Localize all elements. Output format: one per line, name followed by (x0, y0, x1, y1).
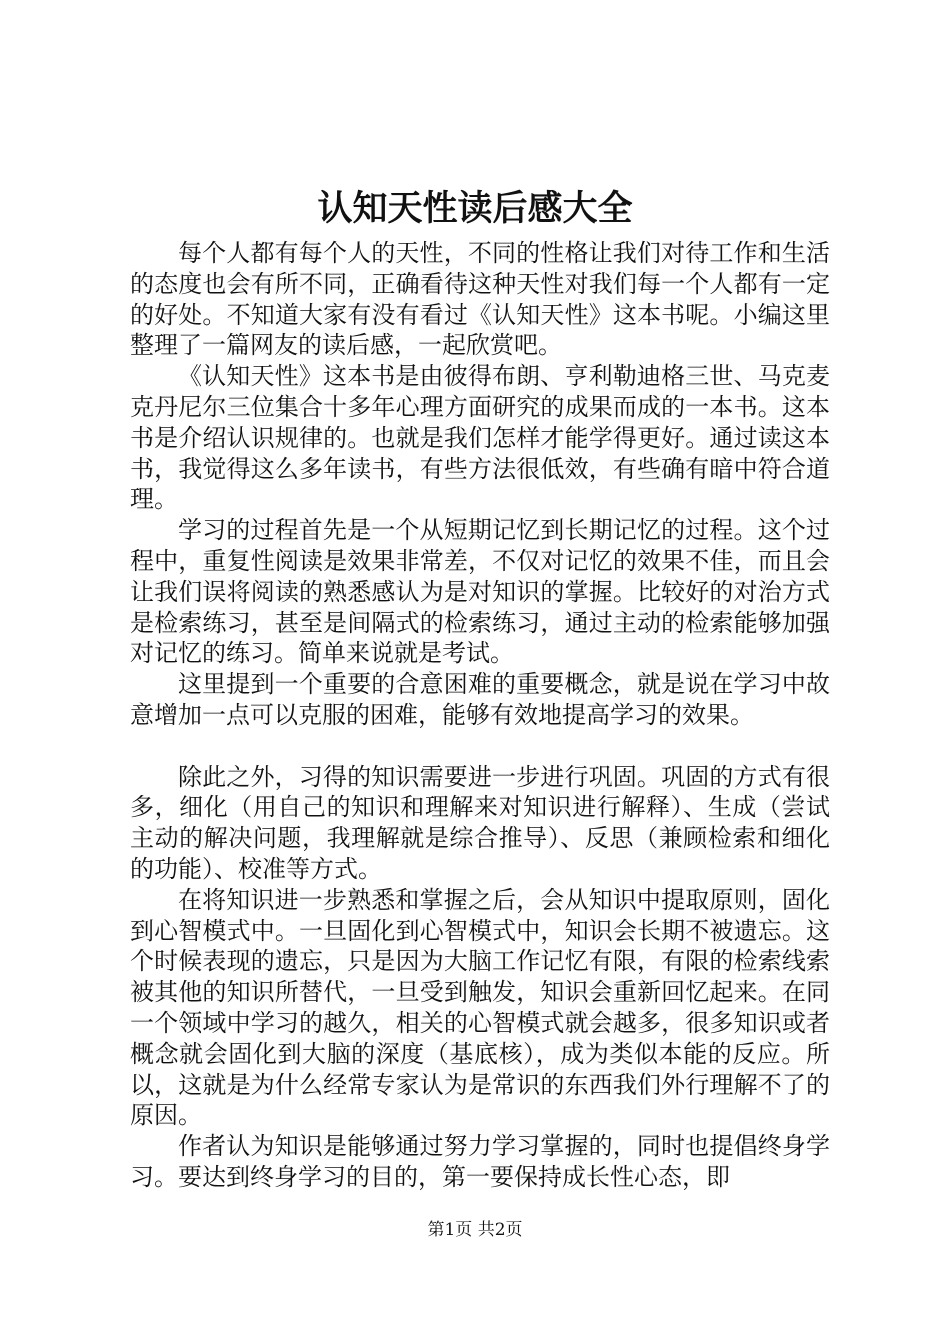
paragraph-desirable-difficulty: 这里提到一个重要的合意困难的重要概念，就是说在学习中故意增加一点可以克服的困难，能够有效地提高学习的效果。 (130, 670, 830, 729)
document-body (130, 238, 830, 1193)
paragraph-book-intro: 《认知天性》这本书是由彼得布朗、亨利勒迪格三世、马克麦克丹尼尔三位集合十多年心理方面研究的成果而成的一本书。这本书是介绍认识规律的。也就是我们怎样才能学得更好。通过读这本书，我觉得这么多年读书，有些方法很低效，有些确有暗中符合道理。 (130, 362, 830, 514)
page-number-footer: 第1页 共2页 (427, 1220, 523, 1240)
paragraph-gap (130, 731, 830, 762)
paragraph-consolidation: 除此之外，习得的知识需要进一步进行巩固。巩固的方式有很多，细化（用自己的知识和理解来对知识进行解释）、生成（尝试主动的解决问题，我理解就是综合推导）、反思（兼顾检索和细化的功能）、校准等方式。 (130, 762, 830, 883)
paragraph-mental-models: 在将知识进一步熟悉和掌握之后，会从知识中提取原则，固化到心智模式中。一旦固化到心智模式中，知识会长期不被遗忘。这个时候表现的遗忘，只是因为大脑工作记忆有限，有限的检索线索被其他的知识所替代，一旦受到触发，知识会重新回忆起来。在同一个领域中学习的越久，相关的心智模式就会越多，很多知识或者概念就会固化到大脑的深度（基底核），成为类似本能的反应。所以，这就是为什么经常专家认为是常识的东西我们外行理解不了的原因。 (130, 885, 830, 1130)
paragraph-learning-process: 学习的过程首先是一个从短期记忆到长期记忆的过程。这个过程中，重复性阅读是效果非常差，不仅对记忆的效果不佳，而且会让我们误将阅读的熟悉感认为是对知识的掌握。比较好的对治方式是检索练习，甚至是间隔式的检索练习，通过主动的检索能够加强对记忆的练习。简单来说就是考试。 (130, 516, 830, 668)
paragraph-intro: 每个人都有每个人的天性，不同的性格让我们对待工作和生活的态度也会有所不同，正确看待这种天性对我们每一个人都有一定的好处。不知道大家有没有看过《认知天性》这本书呢。小编这里整理了一篇网友的读后感，一起欣赏吧。 (130, 239, 830, 360)
document-title: 认知天性读后感大全 (317, 188, 633, 229)
paragraph-lifelong-learning: 作者认为知识是能够通过努力学习掌握的，同时也提倡终身学习。要达到终身学习的目的，第一要保持成长性心态，即 (130, 1132, 830, 1191)
